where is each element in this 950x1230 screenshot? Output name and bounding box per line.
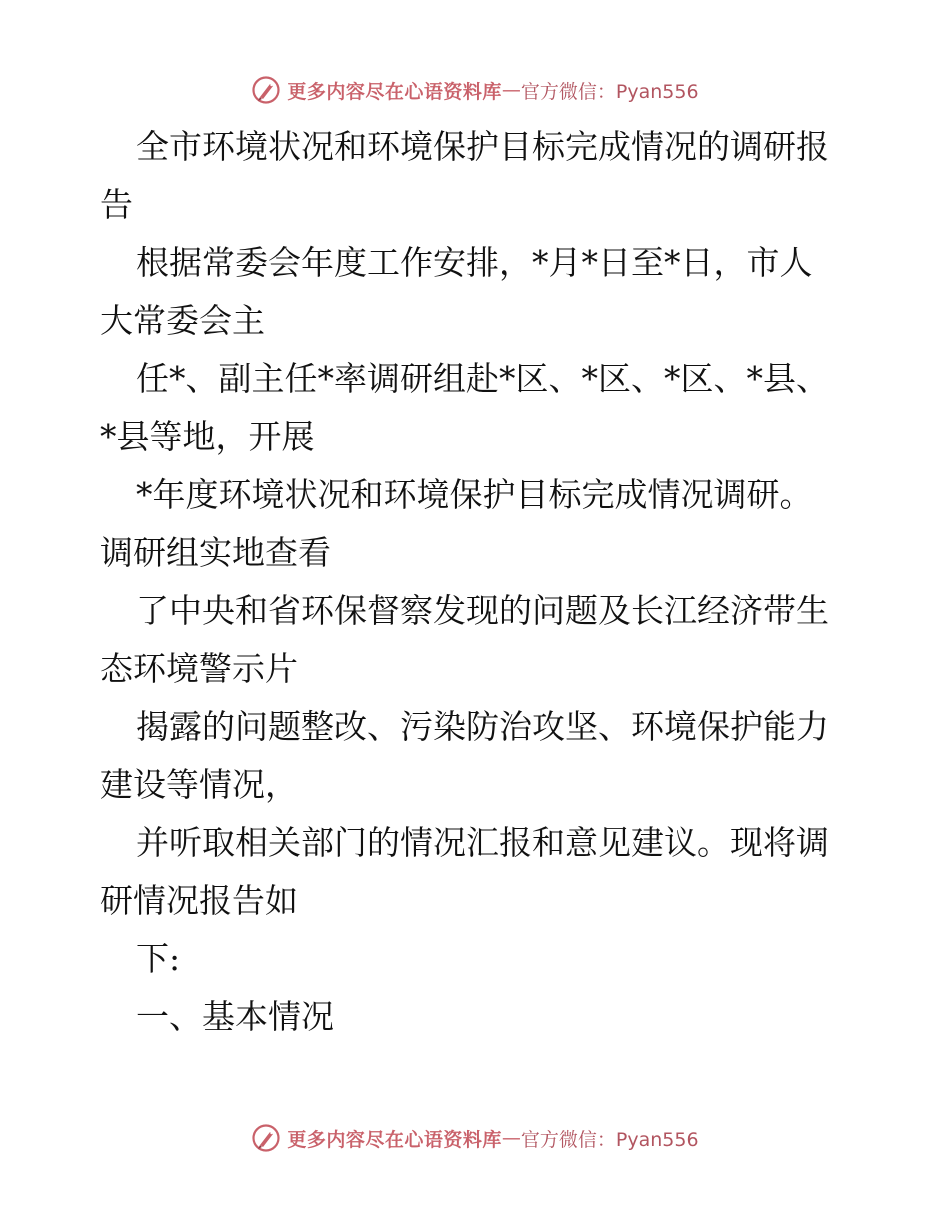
paragraph-line: 大常委会主 (100, 301, 265, 340)
title-line-1: 全市环境状况和环境保护目标完成情况的调研报 (136, 127, 829, 166)
watermark-contact-text: 官方微信：Pyan556 (520, 80, 699, 103)
section-heading: 一、基本情况 (136, 997, 334, 1036)
watermark-separator: — (501, 1127, 521, 1149)
title-line-2: 告 (100, 185, 133, 224)
document-body (100, 118, 860, 1046)
paragraph-line: 并听取相关部门的情况汇报和意见建议。现将调 (136, 823, 829, 862)
watermark-main-text: 更多内容尽在心语资料库 (287, 1128, 502, 1151)
paragraph-line: 了中央和省环保督察发现的问题及长江经济带生 (136, 591, 829, 630)
pen-quill-logo-icon (251, 1123, 281, 1153)
paragraph-line: 根据常委会年度工作安排，*月*日至*日，市人 (136, 243, 813, 282)
paragraph-line: 调研组实地查看 (100, 533, 331, 572)
pen-quill-logo-icon (251, 75, 281, 105)
watermark-main-text: 更多内容尽在心语资料库 (287, 80, 502, 103)
watermark-banner-bottom (0, 1118, 950, 1158)
paragraph-line: 态环境警示片 (100, 649, 298, 688)
paragraph-line: 研情况报告如 (100, 881, 298, 920)
paragraph-line: 建设等情况， (100, 765, 298, 804)
paragraph-line: 任*、副主任*率调研组赴*区、*区、*区、*县、 (136, 359, 829, 398)
watermark-banner-top (0, 70, 950, 110)
paragraph-line: *年度环境状况和环境保护目标完成情况调研。 (136, 475, 813, 514)
watermark-separator: — (501, 79, 521, 101)
paragraph-line: 下: (136, 939, 181, 978)
watermark-contact-text: 官方微信：Pyan556 (520, 1128, 699, 1151)
paragraph-line: *县等地，开展 (100, 417, 315, 456)
paragraph-line: 揭露的问题整改、污染防治攻坚、环境保护能力 (136, 707, 829, 746)
